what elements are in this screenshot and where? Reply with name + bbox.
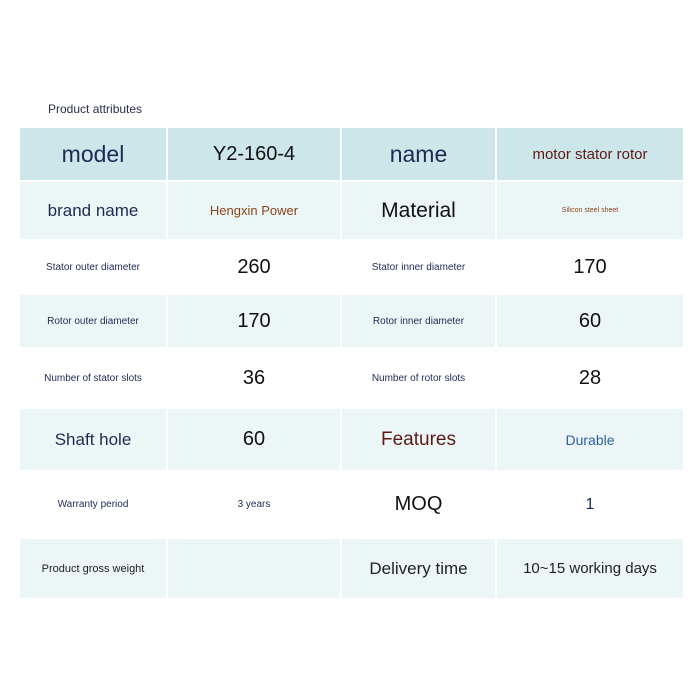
attribute-value-delivery-time: 10~15 working days [496, 538, 683, 599]
attribute-label-brand-name: brand name [20, 181, 167, 240]
attribute-label-rotor-slots: Number of rotor slots [341, 348, 496, 408]
section-heading: Product attributes [48, 102, 143, 116]
attribute-label-stator-slots: Number of stator slots [20, 348, 167, 408]
attribute-value-material: Silicon steel sheet [496, 181, 683, 240]
attribute-label-model: model [20, 128, 167, 181]
attribute-value-rotor-outer-diameter: 170 [167, 294, 341, 348]
attribute-label-name: name [341, 128, 496, 181]
attribute-label-rotor-inner-diameter: Rotor inner diameter [341, 294, 496, 348]
attributes-table [20, 128, 683, 600]
attribute-value-stator-outer-diameter: 260 [167, 240, 341, 294]
attribute-label-warranty-period: Warranty period [20, 471, 167, 538]
attribute-value-gross-weight [167, 538, 341, 599]
table-row [20, 128, 683, 181]
attribute-value-shaft-hole: 60 [167, 408, 341, 471]
attribute-value-model: Y2-160-4 [167, 128, 341, 181]
attribute-value-brand-name: Hengxin Power [167, 181, 341, 240]
attribute-label-stator-inner-diameter: Stator inner diameter [341, 240, 496, 294]
table-row [20, 240, 683, 294]
table-row [20, 538, 683, 599]
table-row [20, 294, 683, 348]
attribute-label-delivery-time: Delivery time [341, 538, 496, 599]
table-row [20, 408, 683, 471]
attribute-label-rotor-outer-diameter: Rotor outer diameter [20, 294, 167, 348]
attribute-label-material: Material [341, 181, 496, 240]
attribute-value-rotor-slots: 28 [496, 348, 683, 408]
attribute-value-features: Durable [496, 408, 683, 471]
attribute-value-rotor-inner-diameter: 60 [496, 294, 683, 348]
attribute-value-moq: 1 [496, 471, 683, 538]
attribute-value-name: motor stator rotor [496, 128, 683, 181]
table-row [20, 181, 683, 240]
table-row [20, 348, 683, 408]
attribute-label-features: Features [341, 408, 496, 471]
attribute-label-stator-outer-diameter: Stator outer diameter [20, 240, 167, 294]
attribute-value-stator-inner-diameter: 170 [496, 240, 683, 294]
attribute-label-shaft-hole: Shaft hole [20, 408, 167, 471]
attribute-value-stator-slots: 36 [167, 348, 341, 408]
table-row [20, 471, 683, 538]
attribute-value-warranty-period: 3 years [167, 471, 341, 538]
attribute-label-moq: MOQ [341, 471, 496, 538]
attribute-label-gross-weight: Product gross weight [20, 538, 167, 599]
